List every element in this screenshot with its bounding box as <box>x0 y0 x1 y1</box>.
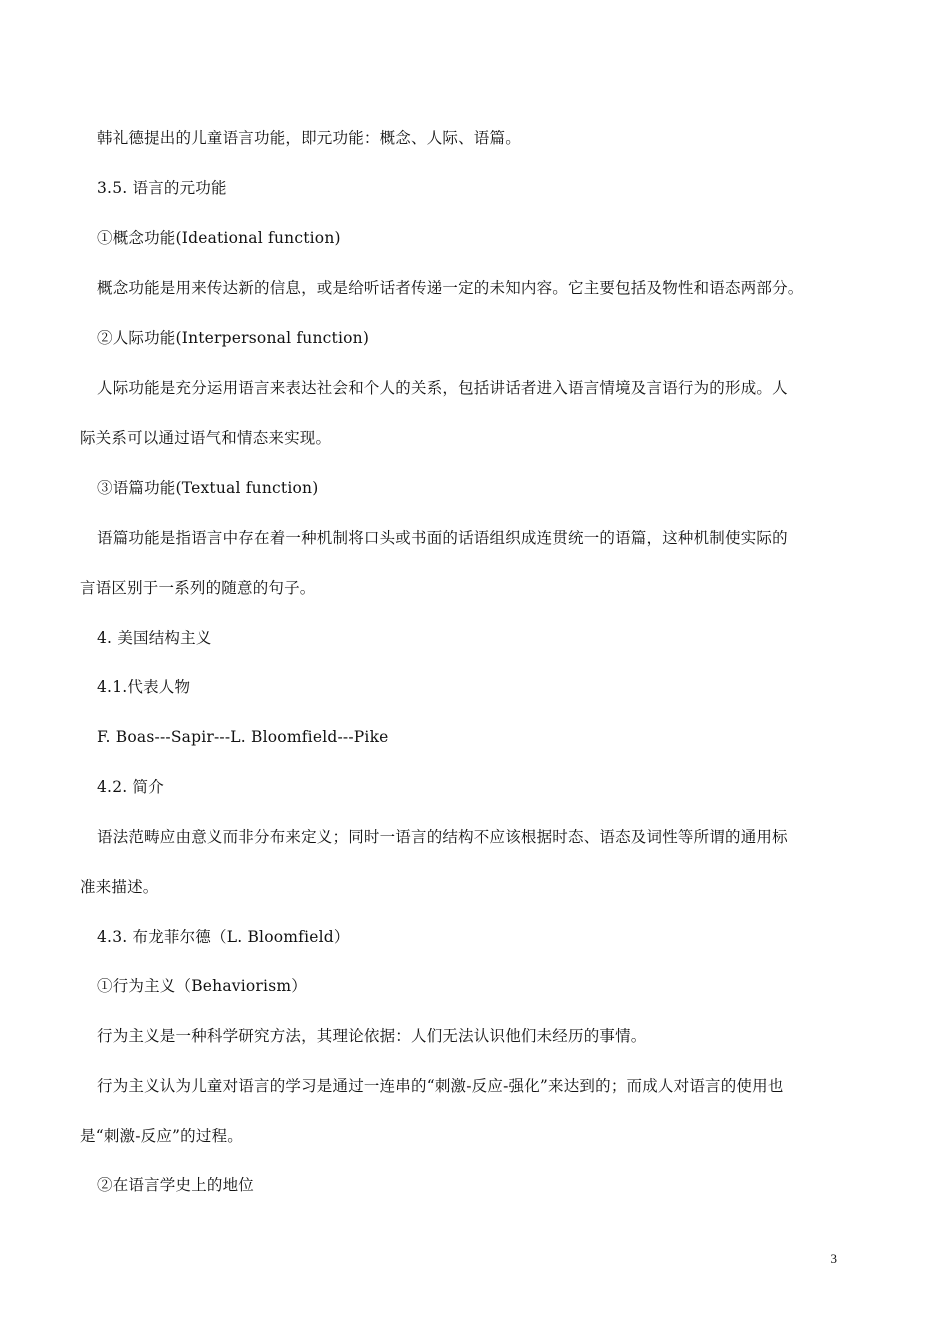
representative-figures-list: F. Boas---Sapir---L. Bloomfield---Pike <box>97 728 389 746</box>
subheading-textual-function: ③语篇功能(Textual function) <box>97 479 319 497</box>
section-heading-4-2: 4.2. 简介 <box>97 778 164 796</box>
paragraph-halliday-metafunctions: 韩礼德提出的儿童语言功能，即元功能：概念、人际、语篇。 <box>97 129 521 147</box>
subheading-linguistic-history-position: ②在语言学史上的地位 <box>97 1176 255 1194</box>
paragraph-introduction-line-1: 语法范畴应由意义而非分布来定义；同时一语言的结构不应该根据时态、语态及词性等所谓的通用标 <box>97 828 788 846</box>
section-heading-4: 4. 美国结构主义 <box>97 629 212 647</box>
paragraph-interpersonal-function-line-1: 人际功能是充分运用语言来表达社会和个人的关系，包括讲话者进入语言情境及言语行为的形成。人 <box>97 379 788 397</box>
paragraph-interpersonal-function-line-2: 际关系可以通过语气和情态来实现。 <box>80 429 332 447</box>
paragraph-ideational-function: 概念功能是用来传达新的信息，或是给听话者传递一定的未知内容。它主要包括及物性和语态两部分。 <box>97 279 804 297</box>
subheading-interpersonal-function: ②人际功能(Interpersonal function) <box>97 329 370 347</box>
section-heading-3-5: 3.5. 语言的元功能 <box>97 179 227 197</box>
section-heading-4-3: 4.3. 布龙菲尔德（L. Bloomfield） <box>97 928 350 946</box>
paragraph-textual-function-line-1: 语篇功能是指语言中存在着一种机制将口头或书面的话语组织成连贯统一的语篇，这种机制使实际的 <box>97 529 788 547</box>
paragraph-behaviorism-learning-line-2: 是“刺激-反应”的过程。 <box>80 1127 243 1145</box>
paragraph-textual-function-line-2: 言语区别于一系列的随意的句子。 <box>80 579 316 597</box>
subheading-ideational-function: ①概念功能(Ideational function) <box>97 229 341 247</box>
section-heading-4-1: 4.1.代表人物 <box>97 678 191 696</box>
paragraph-behaviorism-learning-line-1: 行为主义认为儿童对语言的学习是通过一连串的“刺激-反应-强化”来达到的；而成人对语言的使用也 <box>97 1077 784 1095</box>
paragraph-introduction-line-2: 准来描述。 <box>80 878 159 896</box>
subheading-behaviorism: ①行为主义（Behaviorism） <box>97 977 307 995</box>
paragraph-behaviorism-definition: 行为主义是一种科学研究方法，其理论依据：人们无法认识他们未经历的事情。 <box>97 1027 647 1045</box>
page-number: 3 <box>830 1251 837 1266</box>
